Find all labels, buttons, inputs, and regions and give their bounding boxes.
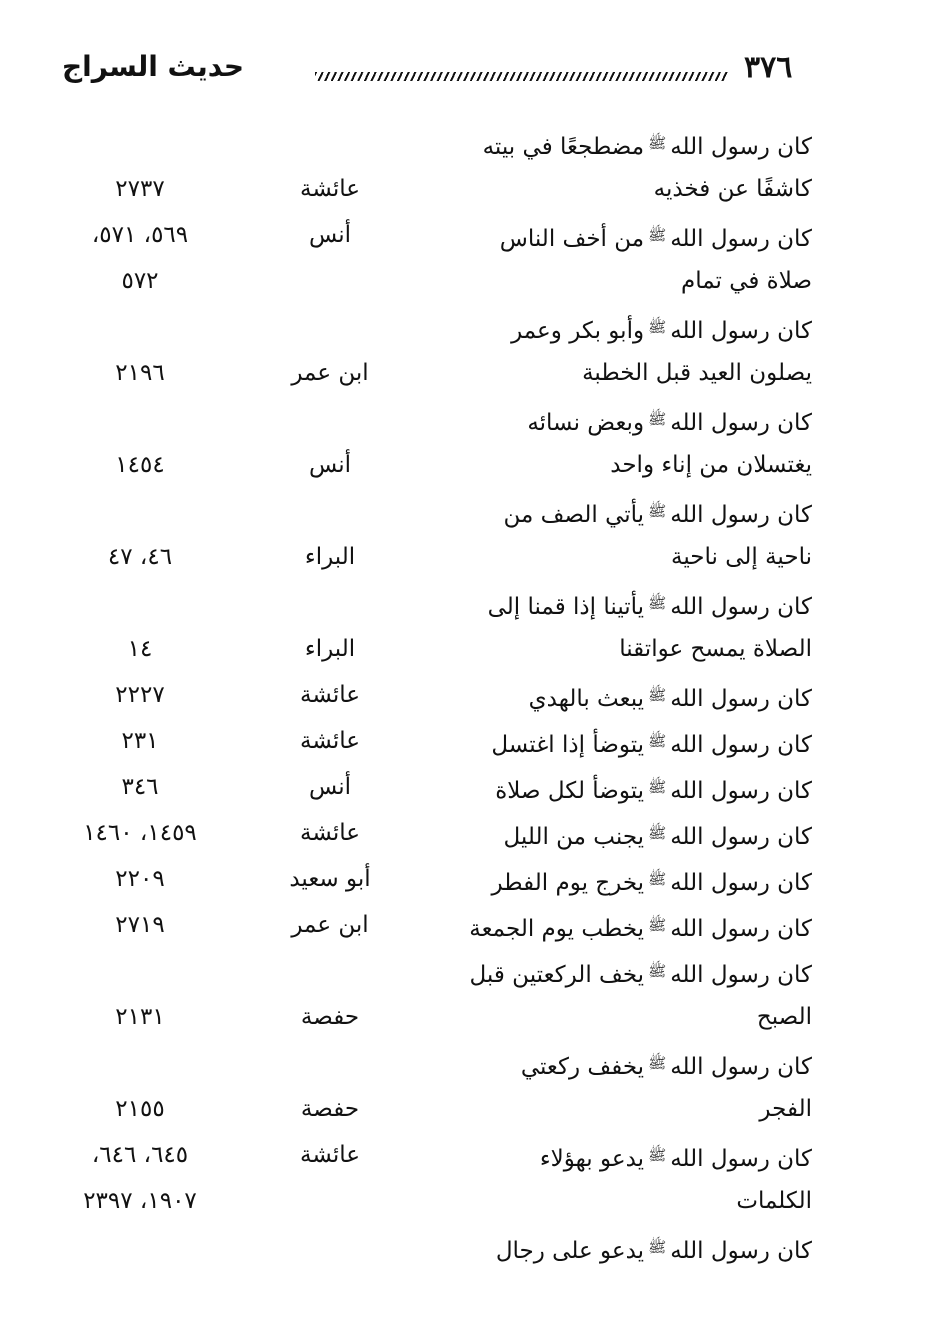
honorific-glyph: ﷺ xyxy=(648,1238,667,1256)
honorific-glyph: ﷺ xyxy=(648,134,667,152)
honorific-glyph: ﷺ xyxy=(648,824,667,842)
hadith-text xyxy=(412,126,812,164)
narrator: حفصة xyxy=(300,1004,360,1030)
narrator: أنس xyxy=(308,452,352,478)
header-rule xyxy=(315,72,728,81)
hadith-numbers: ١٩٠٧، ٢٣٩٧ xyxy=(83,1188,197,1214)
narrator: أنس xyxy=(308,774,352,800)
hadith-text-end: يدعو بهؤلاء xyxy=(539,1146,645,1172)
hadith-text xyxy=(412,264,812,298)
hadith-text-start: كان رسول الله xyxy=(670,732,812,758)
hadith-text-start: كان رسول الله xyxy=(670,410,812,436)
index-row xyxy=(0,488,934,534)
hadith-text xyxy=(412,724,812,762)
hadith-text xyxy=(412,540,812,574)
hadith-numbers: ٥٧٢ xyxy=(121,268,159,294)
narrator: حفصة xyxy=(300,1096,360,1122)
narrator: البراء xyxy=(304,636,356,662)
hadith-numbers: ١٤٥٩، ١٤٦٠ xyxy=(83,820,197,846)
hadith-text-start: كان رسول الله xyxy=(670,824,812,850)
hadith-text-start: كان رسول الله xyxy=(670,686,812,712)
hadith-text-start: كان رسول الله xyxy=(670,1238,812,1264)
hadith-text-start: كان رسول الله xyxy=(670,916,812,942)
hadith-text-start: الكلمات xyxy=(736,1188,812,1214)
hadith-text-start: الصلاة يمسح عواتقنا xyxy=(619,636,812,662)
honorific-glyph: ﷺ xyxy=(648,732,667,750)
hadith-text xyxy=(412,678,812,716)
hadith-text-start: صلاة في تمام xyxy=(680,268,812,294)
hadith-text-start: كان رسول الله xyxy=(670,226,812,252)
honorific-glyph: ﷺ xyxy=(648,778,667,796)
narrator: عائشة xyxy=(300,1142,360,1168)
hadith-text-end: مضطجعًا في بيته xyxy=(482,134,645,160)
hadith-text-end: يأتينا إذا قمنا إلى xyxy=(487,594,645,620)
index-row xyxy=(0,1040,934,1086)
hadith-text-end: يخرج يوم الفطر xyxy=(491,870,645,896)
hadith-text-start: كاشفًا عن فخذيه xyxy=(653,176,812,202)
honorific-glyph: ﷺ xyxy=(648,1054,667,1072)
honorific-glyph: ﷺ xyxy=(648,410,667,428)
hadith-text-start: كان رسول الله xyxy=(670,870,812,896)
hadith-text xyxy=(412,1184,812,1218)
hadith-text-start: الصبح xyxy=(756,1004,812,1030)
hadith-numbers: ٥٦٩، ٥٧١، xyxy=(91,222,189,248)
hadith-text xyxy=(412,954,812,992)
hadith-numbers: ٢٣١ xyxy=(121,728,159,754)
hadith-text-end: من أخف الناس xyxy=(499,226,645,252)
index-row xyxy=(0,304,934,350)
index-row xyxy=(0,396,934,442)
hadith-text xyxy=(412,494,812,532)
hadith-numbers: ٢٧١٩ xyxy=(115,912,165,938)
narrator: عائشة xyxy=(300,682,360,708)
hadith-numbers: ٤٦، ٤٧ xyxy=(107,544,173,570)
hadith-text xyxy=(412,862,812,900)
hadith-text xyxy=(412,448,812,482)
hadith-text xyxy=(412,1092,812,1126)
narrator: أبو سعيد xyxy=(289,866,371,892)
index-row xyxy=(0,350,934,396)
honorific-glyph: ﷺ xyxy=(648,916,667,934)
hadith-text xyxy=(412,632,812,666)
honorific-glyph: ﷺ xyxy=(648,502,667,520)
hadith-numbers: ٢١٣١ xyxy=(115,1004,165,1030)
hadith-text xyxy=(412,1230,812,1268)
hadith-numbers: ٢١٥٥ xyxy=(115,1096,165,1122)
hadith-text xyxy=(412,310,812,348)
index-row xyxy=(0,212,934,258)
index-row xyxy=(0,810,934,856)
index-row xyxy=(0,1086,934,1132)
hadith-text xyxy=(412,1000,812,1034)
hadith-text xyxy=(412,218,812,256)
narrator: عائشة xyxy=(300,176,360,202)
hadith-text xyxy=(412,770,812,808)
hadith-text-start: كان رسول الله xyxy=(670,1146,812,1172)
hadith-text-end: يخف الركعتين قبل xyxy=(469,962,645,988)
hadith-text-start: كان رسول الله xyxy=(670,502,812,528)
hadith-text-end: يتوضأ إذا اغتسل xyxy=(491,732,645,758)
index-row xyxy=(0,1178,934,1224)
hadith-numbers: ٢٢٠٩ xyxy=(115,866,165,892)
index-row xyxy=(0,442,934,488)
hadith-text-end: وأبو بكر وعمر xyxy=(511,318,645,344)
honorific-glyph: ﷺ xyxy=(648,226,667,244)
index-row xyxy=(0,672,934,718)
honorific-glyph: ﷺ xyxy=(648,594,667,612)
hadith-text-end: يبعث بالهدي xyxy=(528,686,645,712)
honorific-glyph: ﷺ xyxy=(648,962,667,980)
narrator: ابن عمر xyxy=(291,912,369,938)
hadith-text xyxy=(412,586,812,624)
index-row xyxy=(0,764,934,810)
hadith-text xyxy=(412,908,812,946)
hadith-numbers: ٢٧٣٧ xyxy=(115,176,165,202)
hadith-text-end: وبعض نسائه xyxy=(527,410,645,436)
index-row xyxy=(0,258,934,304)
hadith-text-end: يخطب يوم الجمعة xyxy=(469,916,645,942)
hadith-text xyxy=(412,1046,812,1084)
hadith-index-table xyxy=(0,120,934,1270)
hadith-text xyxy=(412,816,812,854)
hadith-numbers: ٢١٩٦ xyxy=(115,360,165,386)
index-row xyxy=(0,948,934,994)
index-row xyxy=(0,1132,934,1178)
hadith-text xyxy=(412,172,812,206)
hadith-text xyxy=(412,356,812,390)
honorific-glyph: ﷺ xyxy=(648,1146,667,1164)
hadith-numbers: ١٤ xyxy=(127,636,153,662)
index-row xyxy=(0,1224,934,1270)
narrator: عائشة xyxy=(300,820,360,846)
hadith-text-end: يدعو على رجال xyxy=(495,1238,645,1264)
honorific-glyph: ﷺ xyxy=(648,686,667,704)
hadith-text xyxy=(412,1138,812,1176)
hadith-text-start: كان رسول الله xyxy=(670,778,812,804)
hadith-numbers: ٦٤٥، ٦٤٦، xyxy=(91,1142,189,1168)
hadith-text-start: الفجر xyxy=(759,1096,812,1122)
index-row xyxy=(0,166,934,212)
honorific-glyph: ﷺ xyxy=(648,870,667,888)
index-row xyxy=(0,534,934,580)
narrator: أنس xyxy=(308,222,352,248)
hadith-text-end: يجنب من الليل xyxy=(503,824,645,850)
index-row xyxy=(0,626,934,672)
honorific-glyph: ﷺ xyxy=(648,318,667,336)
hadith-text-start: كان رسول الله xyxy=(670,1054,812,1080)
hadith-text xyxy=(412,402,812,440)
hadith-text-end: يتوضأ لكل صلاة xyxy=(495,778,645,804)
hadith-numbers: ١٤٥٤ xyxy=(115,452,165,478)
hadith-text-start: كان رسول الله xyxy=(670,594,812,620)
hadith-text-start: كان رسول الله xyxy=(670,318,812,344)
hadith-text-start: ناحية إلى ناحية xyxy=(671,544,812,570)
hadith-numbers: ٣٤٦ xyxy=(121,774,159,800)
index-row xyxy=(0,902,934,948)
index-row xyxy=(0,718,934,764)
narrator: عائشة xyxy=(300,728,360,754)
hadith-text-start: كان رسول الله xyxy=(670,134,812,160)
page-number: ٣٧٦ xyxy=(744,50,793,85)
index-row xyxy=(0,580,934,626)
hadith-numbers: ٢٢٢٧ xyxy=(115,682,165,708)
index-row xyxy=(0,994,934,1040)
hadith-text-end: يأتي الصف من xyxy=(503,502,645,528)
book-title: حديث السراج xyxy=(62,50,245,83)
hadith-text-start: كان رسول الله xyxy=(670,962,812,988)
page-header xyxy=(0,40,934,100)
narrator: البراء xyxy=(304,544,356,570)
hadith-text-end: يخفف ركعتي xyxy=(520,1054,645,1080)
index-row xyxy=(0,120,934,166)
narrator: ابن عمر xyxy=(291,360,369,386)
index-row xyxy=(0,856,934,902)
hadith-text-start: يصلون العيد قبل الخطبة xyxy=(582,360,812,386)
hadith-text-start: يغتسلان من إناء واحد xyxy=(610,452,812,478)
